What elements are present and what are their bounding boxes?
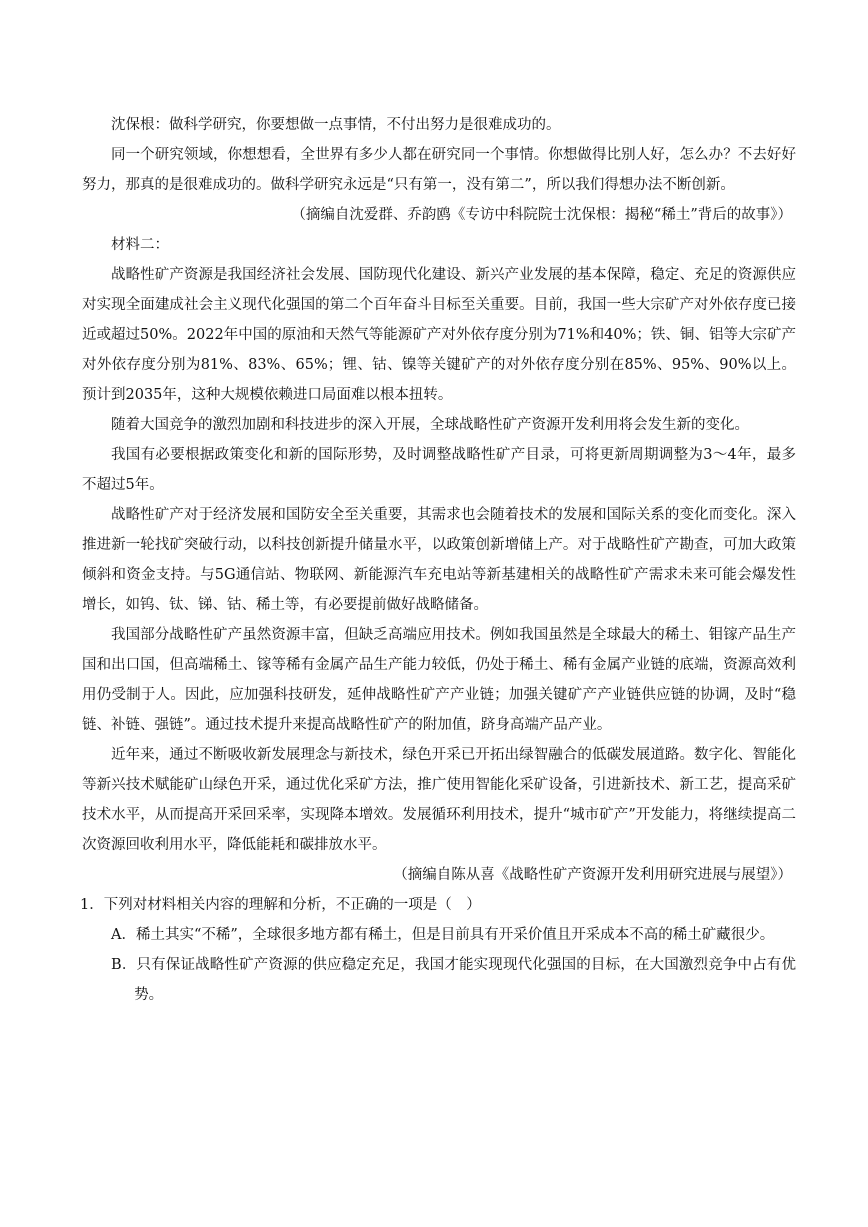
section-label: 材料二： [111, 237, 169, 253]
paragraph: 战略性矿产资源是我国经济社会发展、国防现代化建设、新兴产业发展的基本保障，稳定、充足的资源供应对实现全面建成社会主义现代化强国的第二个百年奋斗目标至关重要。目前，我国一些大宗矿产对外依存度已接近或超过50%。2022年中国的原油和天然气等能源矿产对外依存度分别为71%和40%；铁、铜、铝等大宗矿产对外依存度分别为81%、83%、65%；锂、钴、镍等关键矿产的对外依存度分别在85%、95%、90%以上。预计到2035年，这种大规模依赖进口局面难以根本扭转。 [82, 267, 796, 403]
document-body [82, 110, 796, 1010]
paragraph: 沈保根：做科学研究，你要想做一点事情，不付出努力是很难成功的。 [111, 117, 561, 133]
answer-option-b: B．只有保证战略性矿产资源的供应稳定充足，我国才能实现现代化强国的目标，在大国激烈竞争中占有优势。 [111, 957, 796, 1003]
answer-option-a: A．稀土其实“不稀”，全球很多地方都有稀土，但是目前具有开采价值且开采成本不高的稀土矿藏很少。 [111, 927, 775, 943]
source-citation: （摘编自沈爱群、乔韵鸥《专访中科院院士沈保根：揭秘“稀土”背后的故事》） [291, 207, 792, 223]
paragraph: 战略性矿产对于经济发展和国防安全至关重要，其需求也会随着技术的发展和国际关系的变化而变化。深入推进新一轮找矿突破行动，以科技创新提升储量水平，以政策创新增储上产。对于战略性矿产勘查，可加大政策倾斜和资金支持。与5G通信站、物联网、新能源汽车充电站等新基建相关的战略性矿产需求未来可能会爆发性增长，如钨、钛、锑、钴、稀土等，有必要提前做好战略储备。 [82, 507, 796, 613]
paragraph: 近年来，通过不断吸收新发展理念与新技术，绿色开采已开拓出绿智融合的低碳发展道路。数字化、智能化等新兴技术赋能矿山绿色开采，通过优化采矿方法，推广使用智能化采矿设备，引进新技术、新工艺，提高采矿技术水平，从而提高开采回采率，实现降本增效。发展循环利用技术，提升“城市矿产”开发能力，将继续提高二次资源回收利用水平，降低能耗和碳排放水平。 [82, 747, 796, 853]
paragraph: 同一个研究领域，你想想看，全世界有多少人都在研究同一个事情。你想做得比别人好，怎么办？不去好好努力，那真的是很难成功的。做科学研究永远是“只有第一，没有第二”，所以我们得想办法不断创新。 [82, 147, 796, 193]
paragraph: 我国有必要根据政策变化和新的国际形势，及时调整战略性矿产目录，可将更新周期调整为3～4年，最多不超过5年。 [82, 447, 796, 493]
source-citation: （摘编自陈从喜《战略性矿产资源开发利用研究进展与展望》） [393, 867, 792, 883]
question-stem: 1．下列对材料相关内容的理解和分析，不正确的一项是（ ） [80, 897, 481, 913]
paragraph: 我国部分战略性矿产虽然资源丰富，但缺乏高端应用技术。例如我国虽然是全球最大的稀土、钼镓产品生产国和出口国，但高端稀土、镓等稀有金属产品生产能力较低，仍处于稀土、稀有金属产业链的底端，资源高效利用仍受制于人。因此，应加强科技研发，延伸战略性矿产产业链；加强关键矿产产业链供应链的协调，及时“稳链、补链、强链”。通过技术提升来提高战略性矿产的附加值，跻身高端产品产业。 [82, 627, 796, 733]
paragraph: 随着大国竞争的激烈加剧和科技进步的深入开展，全球战略性矿产资源开发利用将会发生新的变化。 [111, 417, 749, 433]
